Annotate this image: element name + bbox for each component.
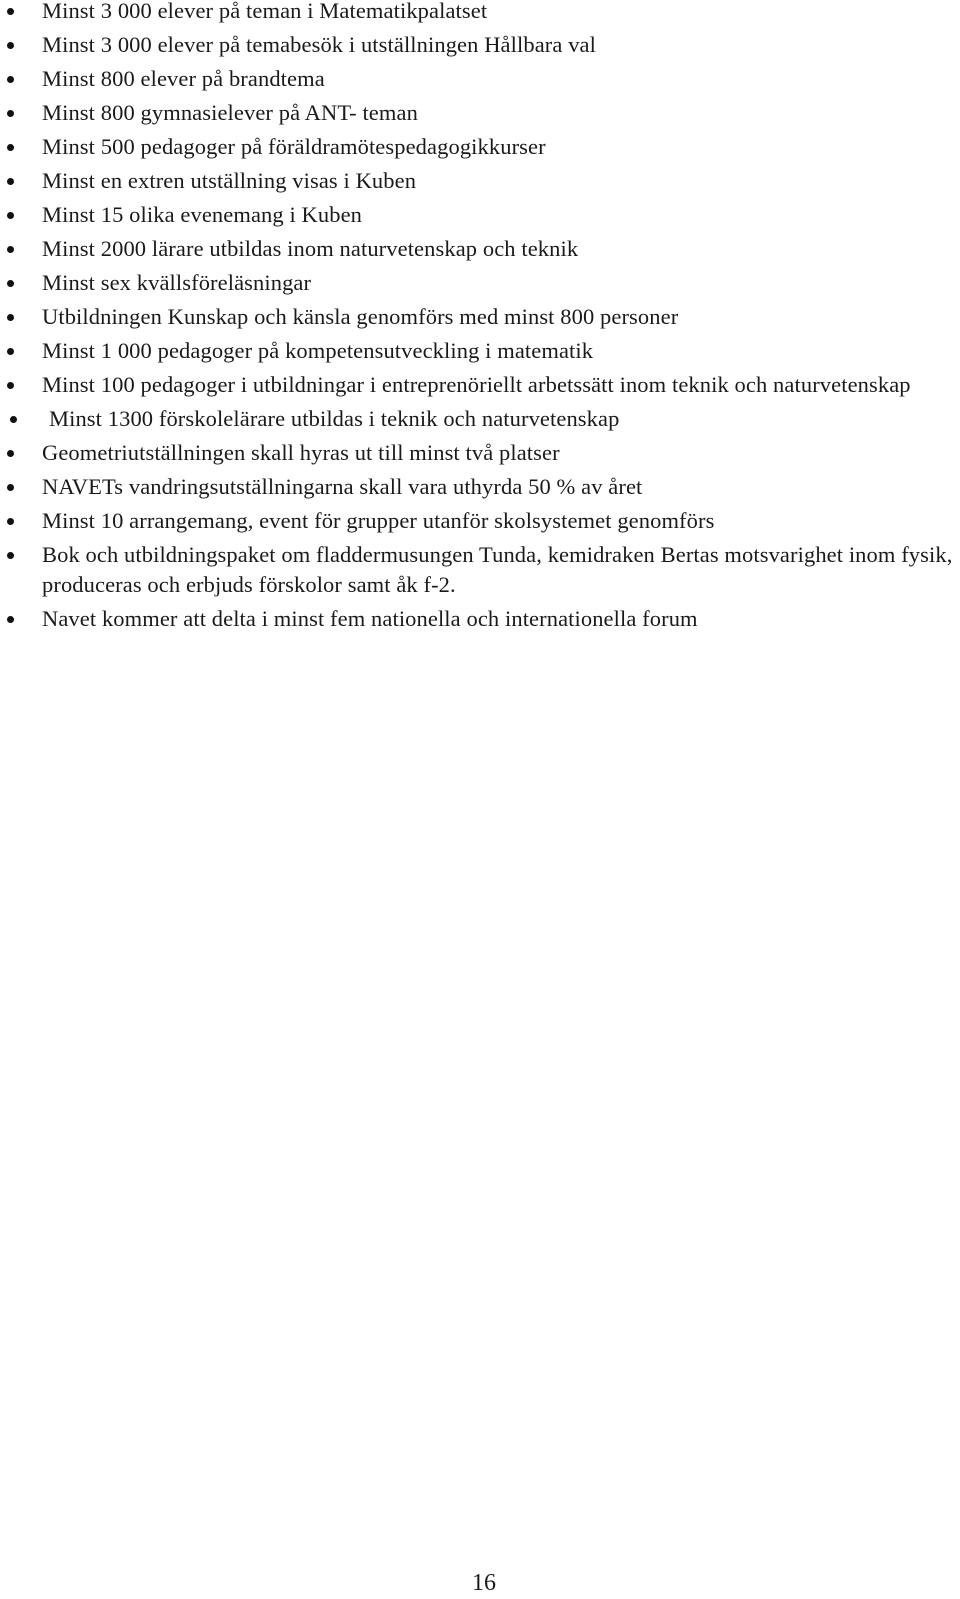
list-item	[0, 132, 955, 162]
list-item	[0, 268, 955, 298]
list-item	[0, 336, 955, 366]
list-item-text: Bok och utbildningspaket om fladdermusungen Tunda, kemidraken Bertas motsvarighet inom fysik, produceras och erbjuds förskolor samt åk f-2.	[42, 542, 953, 597]
bullet-icon	[7, 76, 14, 83]
bullet-icon	[7, 178, 14, 185]
bullet-icon	[7, 484, 14, 491]
bullet-icon	[7, 280, 14, 287]
list-item-text: Minst 10 arrangemang, event för grupper utanför skolsystemet genomförs	[42, 508, 715, 533]
bullet-icon	[7, 616, 14, 623]
list-item	[0, 64, 955, 94]
bullet-icon	[7, 518, 14, 525]
list-item-text: NAVETs vandringsutställningarna skall vara uthyrda 50 % av året	[42, 474, 643, 499]
list-item-text: Geometriutställningen skall hyras ut till minst två platser	[42, 440, 560, 465]
list-item	[0, 30, 955, 60]
list-item	[0, 98, 955, 128]
bullet-icon	[7, 110, 14, 117]
list-item-text: Minst 800 elever på brandtema	[42, 66, 325, 91]
list-item	[0, 506, 955, 536]
bullet-icon	[7, 8, 14, 15]
list-item-text: Minst 800 gymnasielever på ANT- teman	[42, 100, 418, 125]
bullet-icon	[7, 42, 14, 49]
list-item-text: Minst 1 000 pedagoger på kompetensutveckling i matematik	[42, 338, 594, 363]
list-item	[0, 438, 955, 468]
list-item-text: Minst 100 pedagoger i utbildningar i entreprenöriellt arbetssätt inom teknik och naturvetenskap	[42, 372, 911, 397]
list-item	[0, 166, 955, 196]
list-item	[0, 404, 955, 434]
list-item-text: Navet kommer att delta i minst fem nationella och internationella forum	[42, 606, 698, 631]
bullet-icon	[10, 416, 17, 423]
list-item	[0, 472, 955, 502]
bullet-icon	[7, 314, 14, 321]
list-item-text: Minst en extren utställning visas i Kuben	[42, 168, 417, 193]
list-item-text: Minst 1300 förskolelärare utbildas i teknik och naturvetenskap	[49, 406, 620, 431]
list-item-text: Minst 500 pedagoger på föräldramötespedagogikkurser	[42, 134, 546, 159]
goal-list	[0, 0, 955, 638]
list-item-text: Utbildningen Kunskap och känsla genomförs med minst 800 personer	[42, 304, 679, 329]
list-item	[0, 540, 955, 600]
bullet-icon	[7, 144, 14, 151]
bullet-icon	[7, 348, 14, 355]
list-item	[0, 234, 955, 264]
bullet-icon	[7, 246, 14, 253]
list-item	[0, 302, 955, 332]
list-item	[0, 604, 955, 634]
bullet-icon	[7, 552, 14, 559]
bullet-icon	[7, 450, 14, 457]
bullet-icon	[7, 382, 14, 389]
list-item	[0, 200, 955, 230]
list-item-text: Minst 3 000 elever på temabesök i utställningen Hållbara val	[42, 32, 596, 57]
list-item-text: Minst sex kvällsföreläsningar	[42, 270, 312, 295]
list-item-text: Minst 15 olika evenemang i Kuben	[42, 202, 363, 227]
list-item	[0, 370, 955, 400]
list-item-text: Minst 3 000 elever på teman i Matematikpalatset	[42, 0, 488, 23]
page-number: 16	[472, 1570, 496, 1596]
list-item	[0, 0, 955, 26]
list-item-text: Minst 2000 lärare utbildas inom naturvetenskap och teknik	[42, 236, 579, 261]
bullet-icon	[7, 212, 14, 219]
